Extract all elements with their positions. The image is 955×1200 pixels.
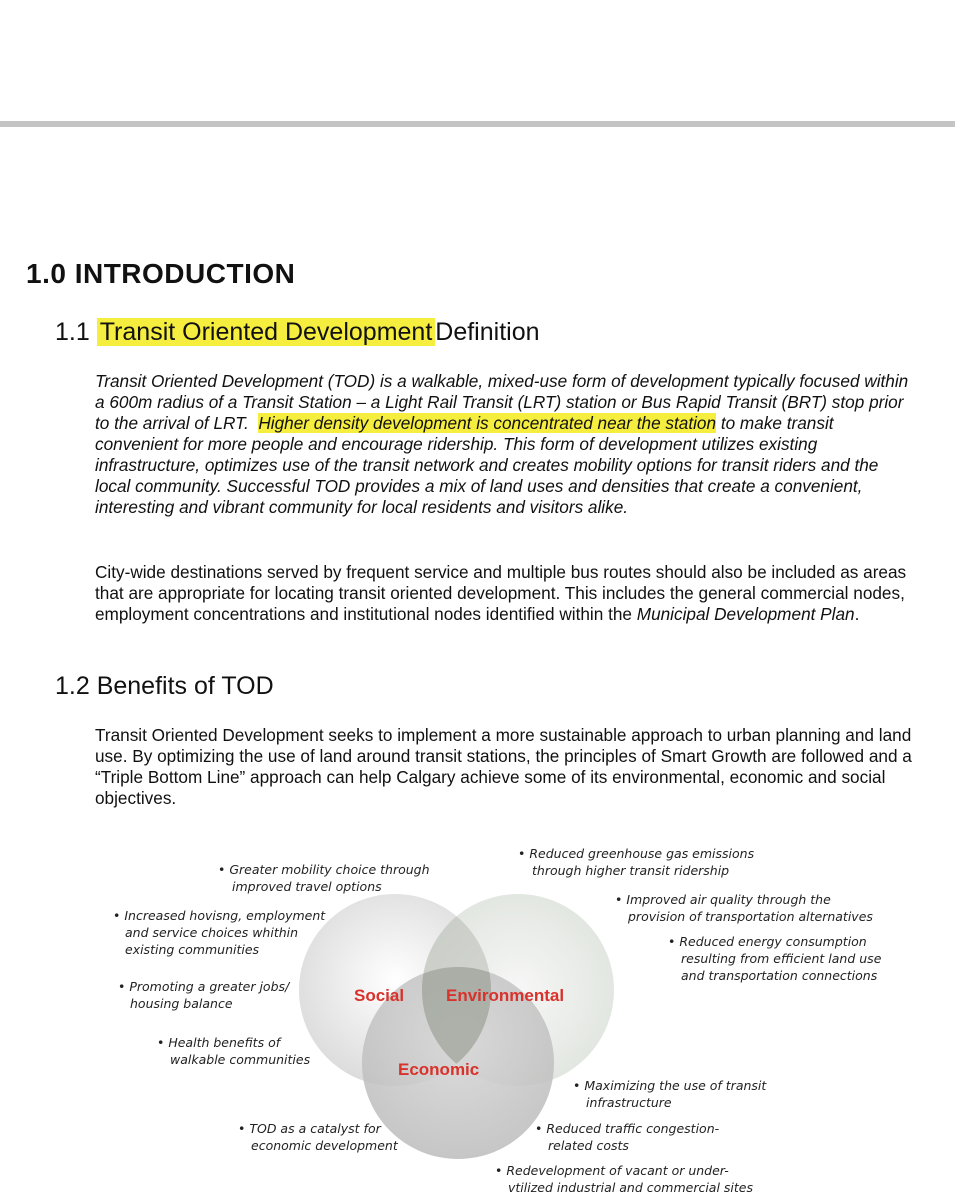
venn-label-environmental: Environmental bbox=[446, 986, 565, 1005]
para-text: to make transit convenient for more people and encourage ridership. This form of development utilizes existing infrastructure, optimizes use of the transit network and creates mobility options for transit riders and the local community. Successful TOD provides a mix of land uses and densities that create a convenient, interesting and vibrant community for local residents and visitors alike. bbox=[95, 413, 879, 517]
header-divider bbox=[0, 121, 955, 127]
venn-label-economic: Economic bbox=[398, 1060, 480, 1079]
subsection-number: 1.1 bbox=[55, 318, 90, 346]
section-heading: 1.0 INTRODUCTION bbox=[26, 258, 296, 289]
para-text: Transit Oriented Development seeks to implement a more sustainable approach to urban planning and land use. By optimizing the use of land around transit stations, the principles of Smart Growth are followed and a “Triple Bottom Line” approach can help Calgary achieve some of its environmental, economic and social objectives. bbox=[95, 725, 912, 808]
venn-label-social: Social bbox=[354, 986, 405, 1005]
note-health: • Health benefits of walkable communities bbox=[157, 1035, 311, 1067]
note-traffic: • Reduced traffic congestion- related costs bbox=[535, 1121, 720, 1153]
subsection-heading-1-1 bbox=[55, 318, 540, 347]
note-ghg: • Reduced greenhouse gas emissions through higher transit ridership bbox=[518, 846, 755, 878]
note-mobility: • Greater mobility choice through improved travel options bbox=[218, 862, 430, 894]
tod-definition-paragraph bbox=[95, 371, 915, 518]
note-housing: • Increased hovisng, employment and service choices whithin existing communities bbox=[113, 908, 326, 957]
note-air-quality: • Improved air quality through the provision of transportation alternatives bbox=[615, 892, 873, 924]
para-text: City-wide destinations served by frequent service and multiple bus routes should also be included as areas that are appropriate for locating transit oriented development. This includes the general commercial nodes, employment concentrations and institutional nodes identified within the bbox=[95, 562, 907, 624]
note-jobs-housing: • Promoting a greater jobs/ housing balance bbox=[118, 979, 290, 1011]
para-text: Transit Oriented Development (TOD) is a walkable, mixed-use form of development typically focused within a 600m radius of a Transit Station – a Light Rail Transit (LRT) station or Bus Rapid Transit (BRT) stop prior to the arrival of LRT. bbox=[95, 371, 909, 433]
citywide-paragraph bbox=[95, 562, 915, 625]
benefits-paragraph bbox=[95, 725, 915, 809]
note-infrastructure: • Maximizing the use of transit infrastructure bbox=[573, 1078, 767, 1110]
triple-bottom-line-venn-diagram bbox=[0, 830, 955, 1200]
para-text: . bbox=[854, 604, 860, 624]
subsection-heading-1-2: 1.2 Benefits of TOD bbox=[55, 672, 274, 700]
highlighted-sentence: Higher density development is concentrated near the station bbox=[258, 413, 717, 433]
plan-title: Municipal Development Plan bbox=[636, 604, 855, 624]
note-redevelopment: • Redevelopment of vacant or under- vtilized industrial and commercial sites bbox=[495, 1163, 753, 1195]
note-energy: • Reduced energy consumption resulting from efficient land use and transportation connections bbox=[668, 934, 882, 983]
title-rest: Definition bbox=[435, 318, 540, 346]
highlighted-title: Transit Oriented Development bbox=[97, 318, 436, 346]
note-catalyst: • TOD as a catalyst for economic development bbox=[238, 1121, 398, 1153]
